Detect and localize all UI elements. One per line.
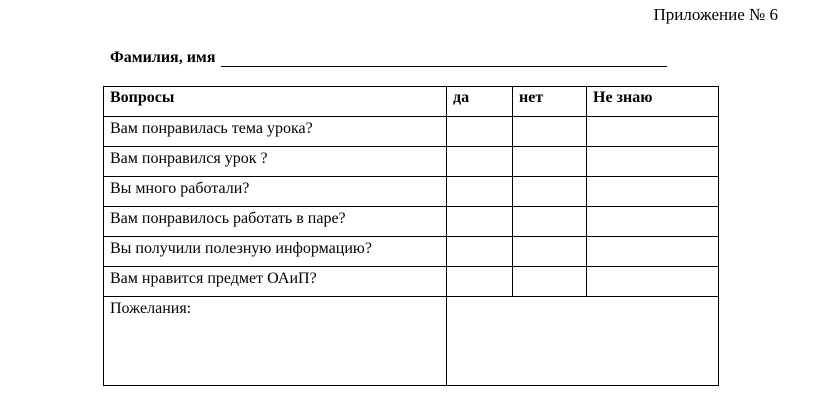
table-row	[104, 147, 719, 177]
table-row	[104, 117, 719, 147]
answer-yes-cell[interactable]	[447, 207, 513, 237]
table-row	[104, 177, 719, 207]
column-header-yes: да	[447, 87, 513, 117]
answer-dont-know-cell[interactable]	[587, 267, 719, 297]
name-underline[interactable]	[221, 51, 667, 67]
answer-yes-cell[interactable]	[447, 267, 513, 297]
answer-no-cell[interactable]	[513, 267, 587, 297]
appendix-label: Приложение № 6	[653, 5, 778, 24]
table-header-row	[104, 87, 719, 117]
name-field	[110, 49, 667, 67]
answer-dont-know-cell[interactable]	[587, 147, 719, 177]
table-row	[104, 207, 719, 237]
answer-dont-know-cell[interactable]	[587, 237, 719, 267]
wishes-input-cell[interactable]	[447, 297, 719, 386]
answer-yes-cell[interactable]	[447, 237, 513, 267]
answer-dont-know-cell[interactable]	[587, 207, 719, 237]
column-header-dont-know: Не знаю	[587, 87, 719, 117]
question-cell: Вы много работали?	[104, 177, 447, 207]
question-cell: Вам понравилось работать в паре?	[104, 207, 447, 237]
answer-dont-know-cell[interactable]	[587, 177, 719, 207]
table-row	[104, 237, 719, 267]
answer-dont-know-cell[interactable]	[587, 117, 719, 147]
wishes-row	[104, 297, 719, 386]
question-cell: Вам понравился урок ?	[104, 147, 447, 177]
answer-yes-cell[interactable]	[447, 177, 513, 207]
answer-no-cell[interactable]	[513, 147, 587, 177]
name-label: Фамилия, имя	[110, 49, 216, 66]
question-cell: Вам нравится предмет ОАиП?	[104, 267, 447, 297]
question-cell: Вам понравилась тема урока?	[104, 117, 447, 147]
column-header-no: нет	[513, 87, 587, 117]
table-row	[104, 267, 719, 297]
answer-no-cell[interactable]	[513, 207, 587, 237]
answer-no-cell[interactable]	[513, 117, 587, 147]
answer-no-cell[interactable]	[513, 177, 587, 207]
answer-yes-cell[interactable]	[447, 117, 513, 147]
answer-yes-cell[interactable]	[447, 147, 513, 177]
answer-no-cell[interactable]	[513, 237, 587, 267]
survey-table	[103, 86, 719, 386]
column-header-questions: Вопросы	[104, 87, 447, 117]
wishes-label: Пожелания:	[104, 297, 447, 386]
question-cell: Вы получили полезную информацию?	[104, 237, 447, 267]
